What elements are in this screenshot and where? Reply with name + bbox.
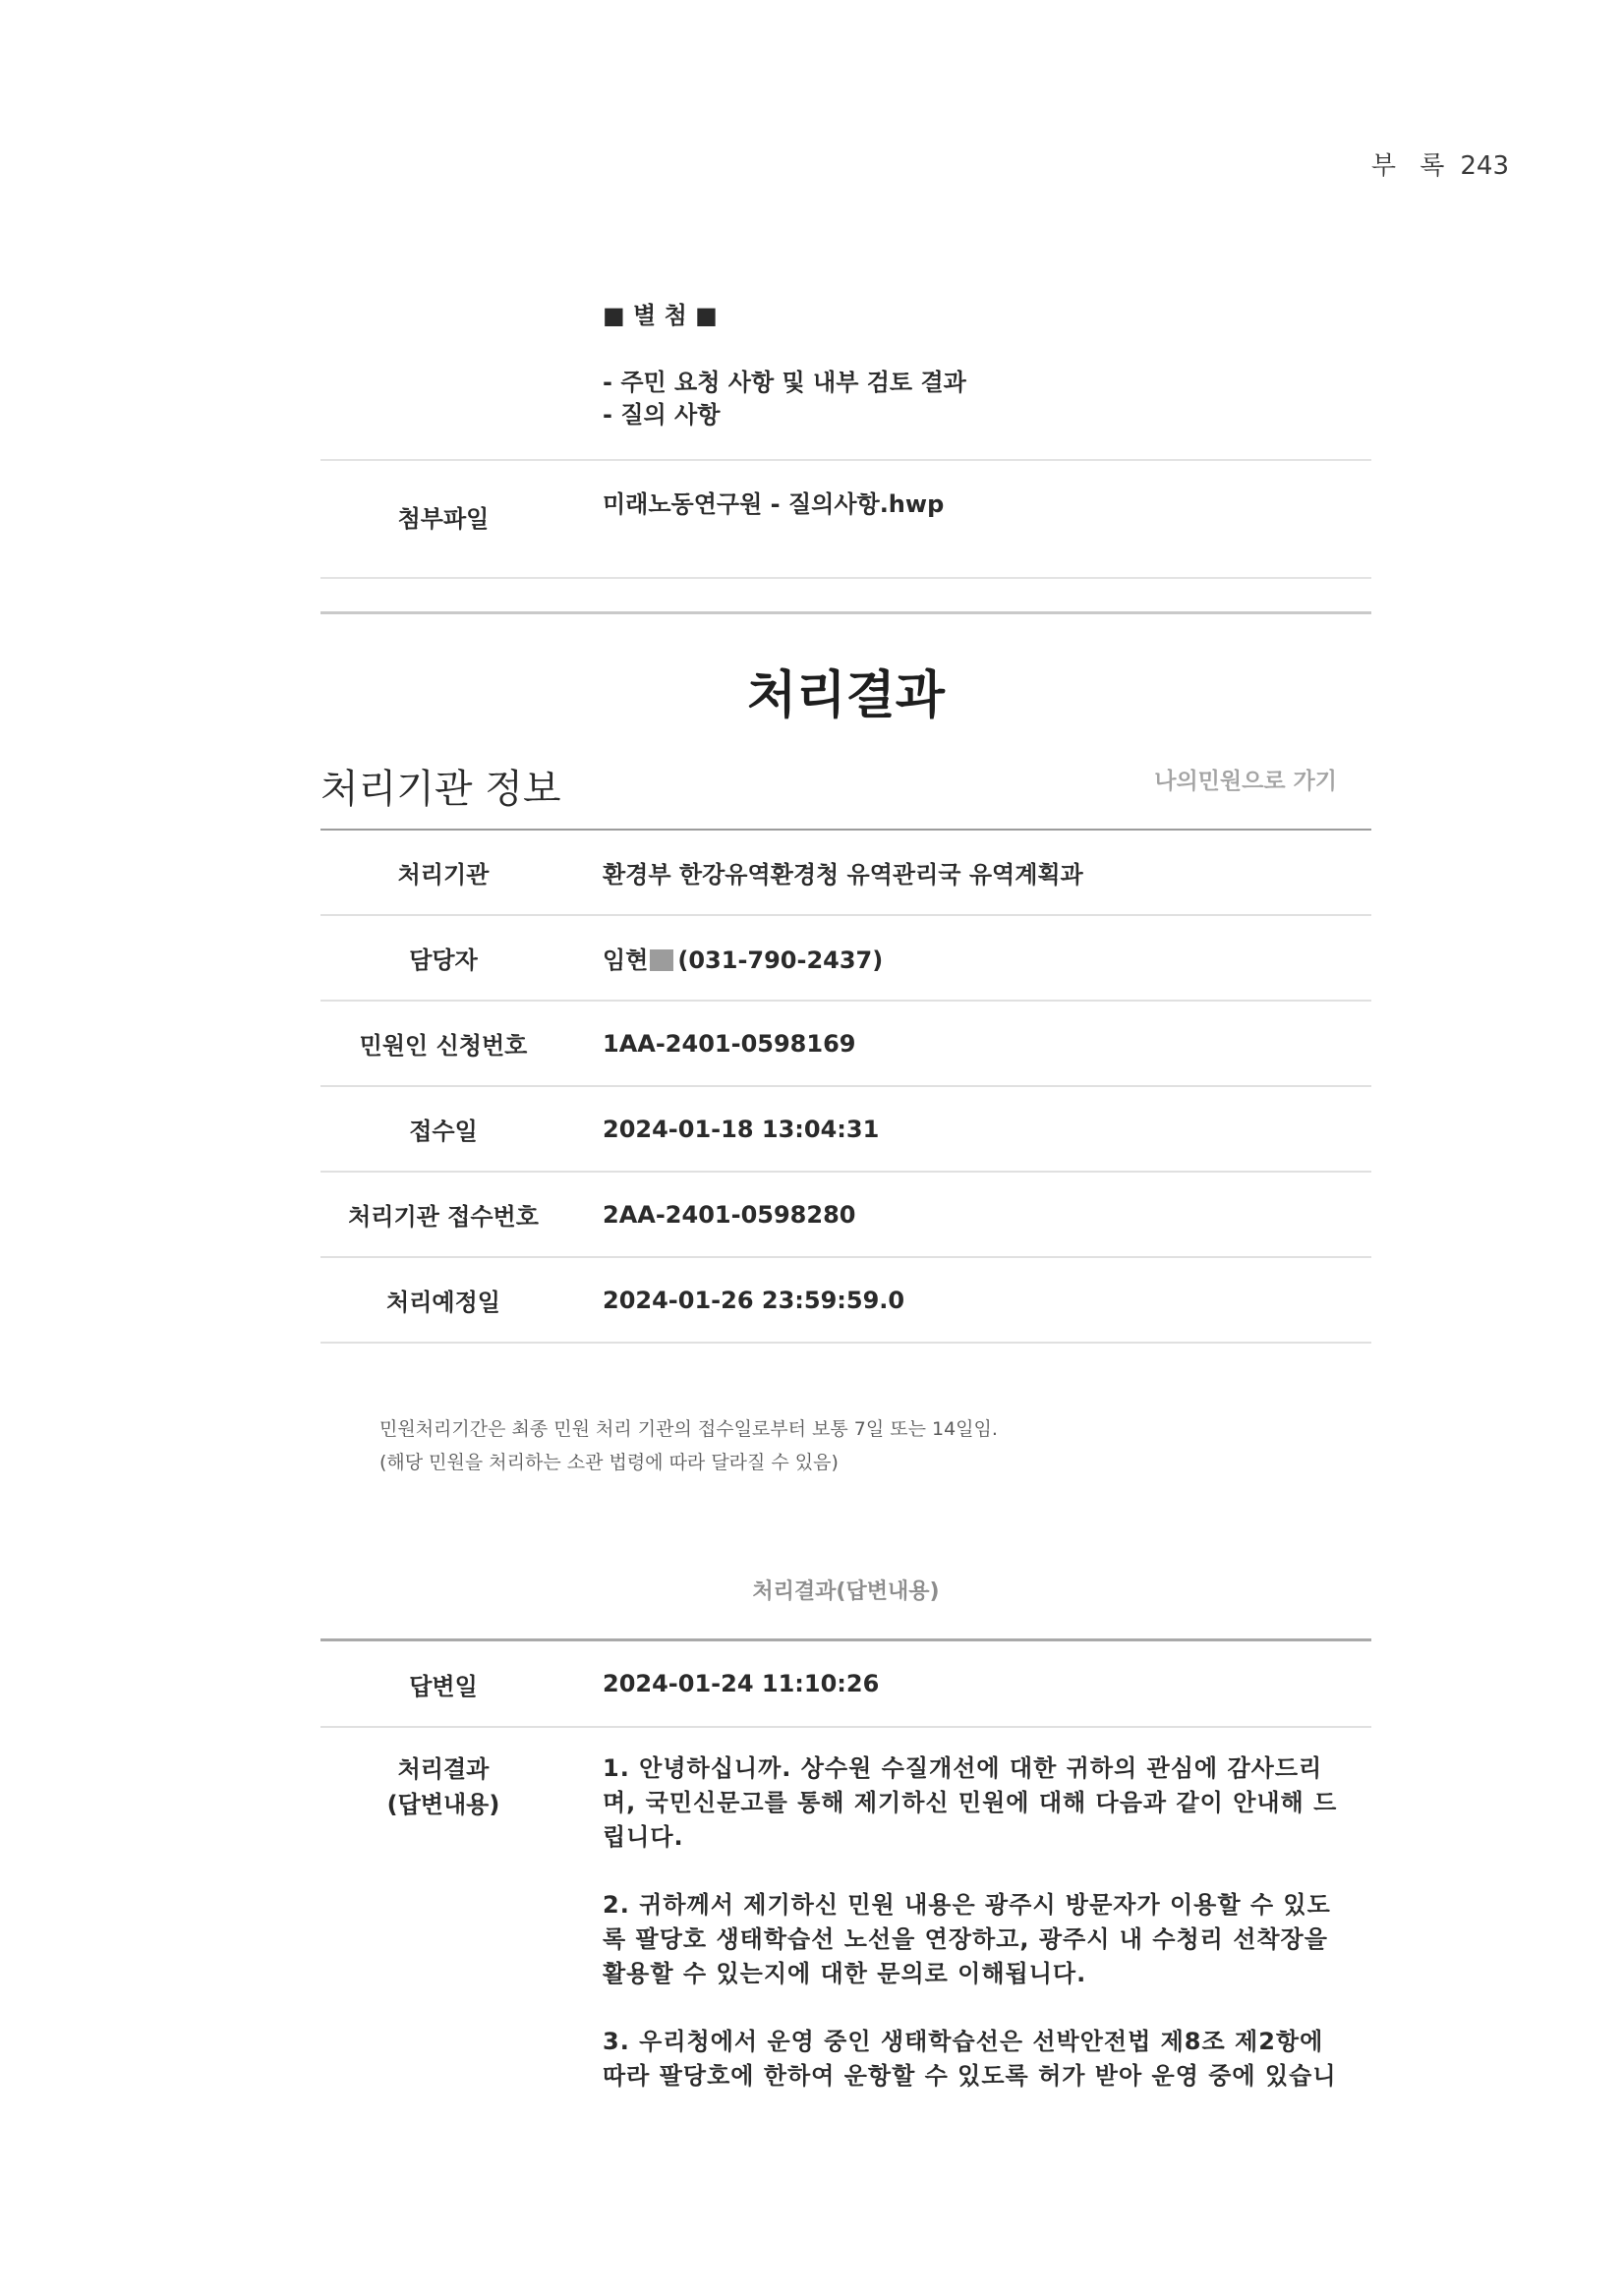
attachment-note-item: - 질의 사항: [603, 401, 721, 429]
notice-line: 민원처리기간은 최종 민원 처리 기관의 접수일로부터 보통 7일 또는 14일임.: [379, 1418, 998, 1440]
table-row: [320, 1641, 1371, 1728]
answer-line: 2. 귀하께서 제기하신 민원 내용은 광주시 방문자가 이용할 수 있도: [603, 1891, 1331, 1919]
attachment-note-item: - 주민 요청 사항 및 내부 검토 결과: [603, 369, 966, 396]
attachment-note: [603, 299, 966, 431]
page-header: [1371, 148, 1509, 184]
row-value: 2024-01-26 23:59:59.0: [603, 1286, 905, 1314]
agency-info-table: [320, 829, 1371, 1344]
answer-table: [320, 1638, 1371, 2127]
divider: [320, 577, 1371, 579]
row-label: 처리기관: [397, 861, 490, 889]
answer-paragraph: [603, 1888, 1337, 1991]
answer-paragraph: [603, 2025, 1337, 2094]
attachment-note-title: ■ 별 첨 ■: [603, 302, 718, 329]
answer-content-label: [320, 1751, 566, 1822]
answer-body: [566, 1751, 1337, 2127]
row-label: 담당자: [409, 947, 478, 974]
table-row: [320, 1258, 1371, 1344]
notice-line: (해당 민원을 처리하는 소관 법령에 따라 달라질 수 있음): [379, 1452, 839, 1473]
processing-notice: [379, 1412, 998, 1479]
table-row: [320, 1173, 1371, 1258]
answer-date-label: 답변일: [409, 1672, 478, 1700]
row-value: 2024-01-18 13:04:31: [603, 1115, 880, 1143]
redaction-block: [650, 949, 673, 971]
answer-line: 립니다.: [603, 1823, 684, 1851]
attachment-note-items: [603, 367, 966, 431]
row-value: 1AA-2401-0598169: [603, 1029, 856, 1058]
answer-line: 활용할 수 있는지에 대한 문의로 이해됩니다.: [603, 1960, 1087, 1987]
page-title: 처리결과: [747, 666, 945, 725]
table-row: [320, 1087, 1371, 1173]
answer-date-value: 2024-01-24 11:10:26: [603, 1670, 880, 1697]
answer-section-title: 처리결과(답변내용): [752, 1579, 940, 1604]
row-label: 처리기관 접수번호: [348, 1203, 539, 1231]
table-row: [320, 1728, 1371, 2127]
appendix-label: 부 록: [1370, 151, 1445, 181]
table-row: [320, 1002, 1371, 1087]
answer-paragraph: [603, 1751, 1337, 1855]
divider: [320, 459, 1371, 461]
page-number: 243: [1460, 151, 1509, 181]
table-row: [320, 831, 1371, 916]
row-value: 환경부 한강유역환경청 유역관리국 유역계획과: [603, 861, 1083, 889]
answer-content-label-line: 처리결과: [397, 1755, 490, 1783]
answer-line: 며, 국민신문고를 통해 제기하신 민원에 대해 다음과 같이 안내해 드: [603, 1789, 1338, 1816]
row-label: 민원인 신청번호: [359, 1032, 528, 1060]
staff-phone: (031-790-2437): [677, 947, 884, 974]
agency-info-title: 처리기관 정보: [320, 767, 561, 812]
answer-content-label-line: (답변내용): [386, 1791, 500, 1818]
my-complaints-link[interactable]: 나의민원으로 가기: [1154, 769, 1337, 794]
row-value: [566, 941, 883, 975]
table-row: [320, 916, 1371, 1002]
row-label: 처리예정일: [386, 1289, 500, 1316]
answer-line: 3. 우리청에서 운영 중인 생태학습선은 선박안전법 제8조 제2항에: [603, 2028, 1324, 2055]
staff-name: 임현: [603, 947, 649, 974]
answer-line: 따라 팔당호에 한하여 운항할 수 있도록 허가 받아 운영 중에 있습니: [603, 2062, 1337, 2090]
row-value: 2AA-2401-0598280: [603, 1200, 856, 1229]
section-divider: [320, 611, 1371, 614]
attached-file-label: 첨부파일: [397, 505, 490, 533]
attached-file-link[interactable]: 미래노동연구원 - 질의사항.hwp: [603, 490, 945, 518]
answer-line: 1. 안녕하십니까. 상수원 수질개선에 대한 귀하의 관심에 감사드리: [603, 1754, 1323, 1782]
row-label: 접수일: [409, 1118, 478, 1145]
answer-line: 록 팔당호 생태학습선 노선을 연장하고, 광주시 내 수청리 선착장을: [603, 1925, 1328, 1953]
